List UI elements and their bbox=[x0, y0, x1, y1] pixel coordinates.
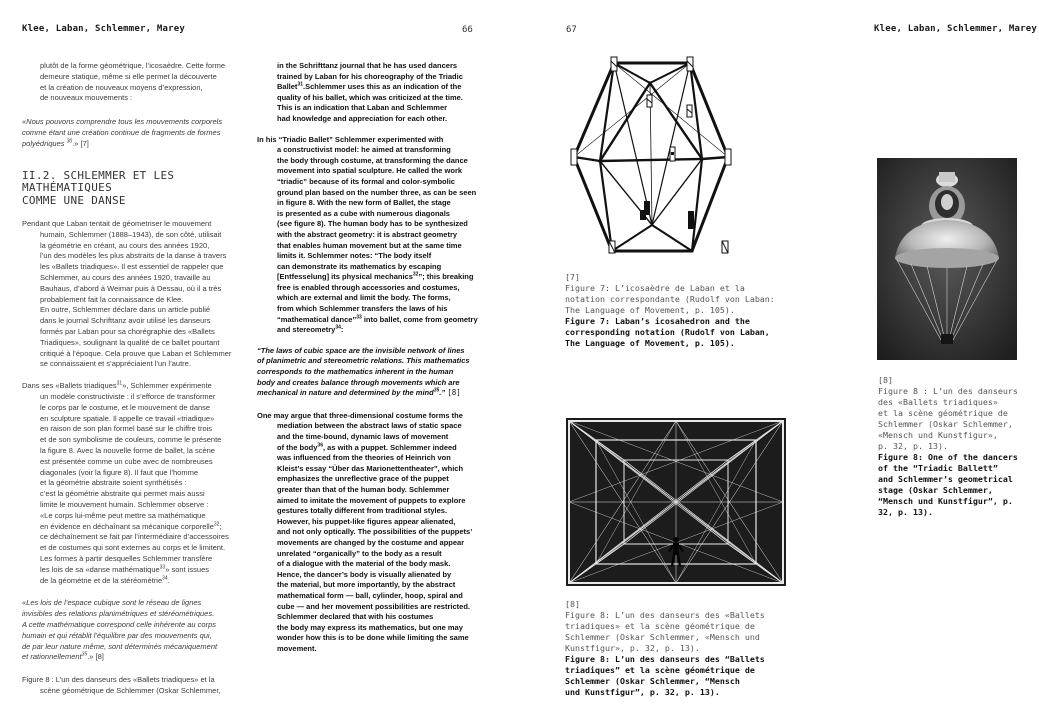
page-number-left: 66 bbox=[462, 25, 473, 35]
fr-paragraph-2: Pendant que Laban tentait de géometriser le mouvement humain, Schlemmer (1888–1943), de son côté, utilisait la géométrie en créant, au cours des années 1920, l’un des modèles les plus abstraits de la danse à travers les «Ballets triadiques». Il est essentiel de rappeler que Schlemmer, au cours des années 1920, travaille au Bauhaus, d’abord à Weimar puis à Dessau, où il a très probablement fait la connaissance de Klee. En outre, Schlemmer déclare dans un article publié dans le journal Schrifttanz avoir utilisé les danseurs formés par Laban pour sa chorégraphie des «Ballets Triadiques», soulignant la qualité de ce ballet pourtant critiqué à l’époque. Cela prouve que Laban et Schlemmer se connaissaient et s’appréciaient l’un l’autre. bbox=[22, 219, 232, 369]
fr-paragraph-1: plutôt de la forme géométrique, l’icosaèdre. Cette forme demeure statique, même si elle permet la découverte et la création de nouveaux moyens d’expression, de nouveaux mouvements : bbox=[40, 61, 226, 103]
figure-7-icosahedron bbox=[562, 55, 738, 265]
figure-8-caption-center: [8] Figure 8: L’un des danseurs des «Ballets triadiques» et la scène géométrique de Schlemmer (Oskar Schlemmer, «Mensch und Kunstfigur», p. 32, p. 13). Figure 8: L’un des danseurs des “Ballets triadiques” et la scène géométrique de Schlemmer (Oskar Schlemmer, “Mensch und Kunstfigur”, p. 32, p. 13). bbox=[565, 599, 765, 697]
en-paragraph-2: In his “Triadic Ballet” Schlemmer experimented with a constructivist model: he aimed at transforming the body through costume, at transforming the dance movement into spatial sculpture. He called the work “triadic” because of its formal and color-symbolic ground plan based on the number three, as can be seen in figure 8. With the new form of Ballet, the stage is presented as a cube with numerous diagonals (see figure 8). The human body has to be synthesized with the abstract geometry: it is abstract geometry that enables human movement but at the same time limits it. Schlemmer notes: “The body itself can demonstrate its mathematics by escaping [Entfesselung] its physical mechanics$^{32}$”; this breaking free is enabled through accessories and costumes, which are external and limit the body. The forms, from which Schlemmer transfers the laws of his “mathematical dance”$^{33}$ into ballet, come from geometry and stereometry$^{34}$: bbox=[257, 134, 478, 335]
en-paragraph-1: in the Schrifttanz journal that he has used dancers trained by Laban for his choreography of the Triadic Ballet$^{31}$.Schlemmer uses this as an indication of the quality of his ballet, which was criticized at the time. This is an indication that Laban and Schlemmer had knowledge and appreciation for each other. bbox=[277, 61, 463, 123]
fr-quote-1: «Nous pouvons comprendre tous les mouvements corporels comme étant une création continue de fragments de formes polyédriques $^{30}$.» [7] bbox=[22, 117, 223, 148]
fr-quote-2: «Les lois de l’espace cubique sont le réseau de lignes invisibles des relations planimétriques et stéréométriques. A cette mathématique correspond celle inhérente au corps humain et qui rétablit l’équilibre par des mouvements qui, de par leur nature même, sont déterminés mécaniquement et rationnellement$^{35}$.» [8] bbox=[22, 598, 218, 662]
en-quote: “The laws of cubic space are the invisible network of lines of planimetric and stereometric relations. This mathematics corresponds to the mathematics inherent in the human body and creates balance through movements which are mechanical in nature and determined by the mind$^{35}$.” [8] bbox=[257, 345, 470, 398]
figure-7-caption: [7] Figure 7: L’icosaèdre de Laban et la notation correspondante (Rudolf von Laban: The Language of Movement, p. 105). Figure 7: Laban’s icosahedron and the corresponding notation (Rudolf von Laban, The Language of Movement, p. 105). bbox=[565, 272, 775, 348]
fr-paragraph-3: Dans ses «Ballets triadiques$^{31}$», Schlemmer expérimente un modèle constructiviste : il s’efforce de transformer le corps par le costume, et le mouvement de danse en sculpture spatiale. Il appelle ce travail «triadique» en raison de son plan formel basé sur le chiffre trois et de son symbolisme de couleurs, comme le présente la figure 8. Avec la nouvelle forme de ballet, la scène est présentée comme un cube avec de nombreuses diagonales (voir la figure 8). Il faut que l’homme et la géométrie abstraite soient synthétisés : c’est la géométrie abstraite qui permet mais aussi limite le mouvement humain. Schlemmer observe : «Le corps lui-même peut mettre sa mathématique en évidence en déchaînant sa mécanique corporelle$^{32}$; ce déchaînement se fait par l’intermédiaire d’accessoires et de costumes qui sont externes au corps et le limitent. Les formes à partir desquelles Schlemmer transfère les lois de sa «danse mathématique$^{33}$» sont issues de la géométrie et de la stéréométrie$^{34}$. bbox=[22, 380, 229, 585]
running-title-right: Klee, Laban, Schlemmer, Marey bbox=[874, 24, 1037, 34]
figure-8-dancer-photo bbox=[877, 158, 1017, 360]
english-column bbox=[257, 61, 493, 654]
french-column bbox=[22, 61, 258, 697]
figure-8-caption-right: [8] Figure 8 : L’un des danseurs des «Ballets triadiques» et la scène géométrique de Schlemmer (Oskar Schlemmer, «Mensch und Kunstfigur», p. 32, p. 13). Figure 8: One of the dancers of the “Triadic Ballett” and Schlemmer’s geometrical stage (Oskar Schlemmer, “Mensch und Kunstfigur”, p. 32, p. 13). bbox=[878, 375, 1018, 517]
page-number-right: 67 bbox=[566, 25, 577, 35]
fr-figure-8-caption: Figure 8 : L’un des danseurs des «Ballets triadiques» et la scène géométrique de Schlemmer (Oskar Schlemmer, bbox=[22, 675, 221, 695]
running-title-left: Klee, Laban, Schlemmer, Marey bbox=[22, 24, 185, 34]
section-title: II.2. SCHLEMMER ET LES MATHÉMATIQUES COMME UNE DANSE bbox=[22, 168, 175, 207]
figure-8-cubic-stage bbox=[566, 418, 786, 586]
en-paragraph-3: One may argue that three-dimensional costume forms the mediation between the abstract laws of static space and the time-bound, dynamic laws of movement of the body$^{36}$, as with a puppet. Schlemmer indeed was influenced from the theories of Heinrich von Kleist’s essay “Über das Marionettentheater”, which emphasizes the unreflective grace of the puppet greater than that of the human body. Schlemmer aimed to imitate the movement of puppets to explore gestures totally different from traditional styles. However, his puppet-like figures appear alienated, and not only optically. The possibilities of the puppets’ movements are changed by the costume and appear unrelated “organically” to the body as a result of a dialogue with the material of the body mask. Hence, the dancer’s body is visually alienated by the material, but more importantly, by the abstract mathematical form — ball, cylinder, hoop, spiral and cube — and her movement possibilities are restricted. Schlemmer declared that with his costumes the body may express its mathematics, but one may wonder how this is to be done while limiting the same movement. bbox=[257, 410, 473, 653]
